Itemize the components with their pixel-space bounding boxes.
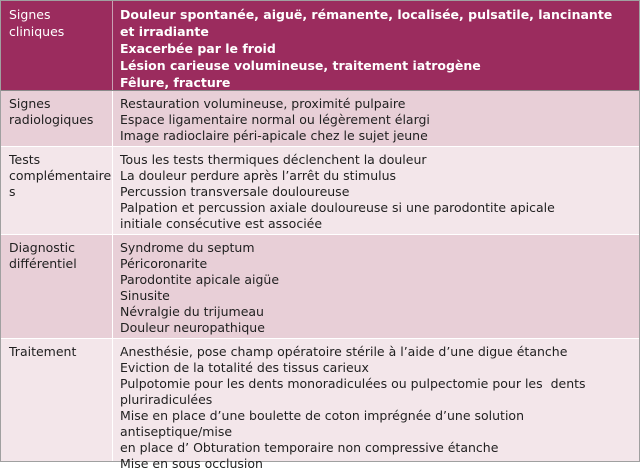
row-line: Anesthésie, pose champ opératoire stérile à l’aide d’une digue étanche (120, 344, 568, 359)
column-divider (112, 147, 113, 234)
row-label-line: Traitement (9, 344, 77, 359)
header-content (120, 6, 636, 91)
row-line: Espace ligamentaire normal ou légèrement élargi (120, 112, 430, 127)
header-line: Fêlure, fracture (120, 75, 231, 90)
header-line: Exacerbée par le froid (120, 41, 276, 56)
row-line: Péricoronarite (120, 256, 208, 271)
row-label-line: différentiel (9, 256, 77, 271)
row-label-line: radiologiques (9, 112, 94, 127)
row-line: en place d’ Obturation temporaire non compressive étanche (120, 440, 499, 455)
column-divider (112, 91, 113, 146)
row-line: Douleur neuropathique (120, 320, 265, 335)
header-line: Lésion carieuse volumineuse, traitement iatrogène (120, 58, 481, 73)
header-line: Douleur spontanée, aiguë, rémanente, localisée, pulsatile, lancinante (120, 7, 613, 22)
header-label: Signes cliniques (9, 7, 65, 39)
row-line: Eviction de la totalité des tissus carieux (120, 360, 369, 375)
row-label-line: Diagnostic (9, 240, 76, 255)
column-divider (112, 235, 113, 338)
header-line: et irradiante (120, 24, 209, 39)
row-line: Mise en place d’une boulette de coton imprégnée d’une solution antiseptique/mise (120, 408, 528, 439)
row-line: Restauration volumineuse, proximité pulpaire (120, 96, 406, 111)
row-label-line: Signes (9, 96, 51, 111)
row-label-line: s (9, 184, 16, 199)
row-content (120, 96, 636, 144)
row-line: initiale consécutive est associée (120, 216, 323, 231)
table-row-tests (1, 147, 639, 235)
table-row-traitement (1, 339, 639, 471)
row-label (9, 152, 112, 200)
row-label (9, 344, 109, 360)
row-line: Percussion transversale douloureuse (120, 184, 350, 199)
row-line: Syndrome du septum (120, 240, 255, 255)
row-line: Névralgie du trijumeau (120, 304, 264, 319)
row-content (120, 152, 636, 232)
table-header-row (1, 1, 639, 91)
row-label (9, 96, 109, 128)
row-label-line: Tests (9, 152, 41, 167)
column-divider (112, 1, 113, 90)
row-line: Pulpotomie pour les dents monoradiculées ou pulpectomie pour les dents (120, 376, 586, 391)
row-line: Sinusite (120, 288, 170, 303)
table-row-diagnostic (1, 235, 639, 339)
row-label (9, 240, 109, 272)
table-row-radiologiques (1, 91, 639, 147)
row-line: Mise en sous occlusion (120, 456, 263, 471)
column-divider (112, 339, 113, 461)
row-line: Parodontite apicale aigüe (120, 272, 280, 287)
row-label-line: complémentaire (9, 168, 112, 183)
row-line: Image radioclaire péri-apicale chez le sujet jeune (120, 128, 428, 143)
row-content (120, 240, 636, 336)
row-line: pluriradiculées (120, 392, 213, 407)
row-line: Palpation et percussion axiale douloureuse si une parodontite apicale (120, 200, 555, 215)
row-line: Tous les tests thermiques déclenchent la douleur (120, 152, 427, 167)
row-line: La douleur perdure après l’arrêt du stimulus (120, 168, 397, 183)
row-content (120, 344, 636, 472)
